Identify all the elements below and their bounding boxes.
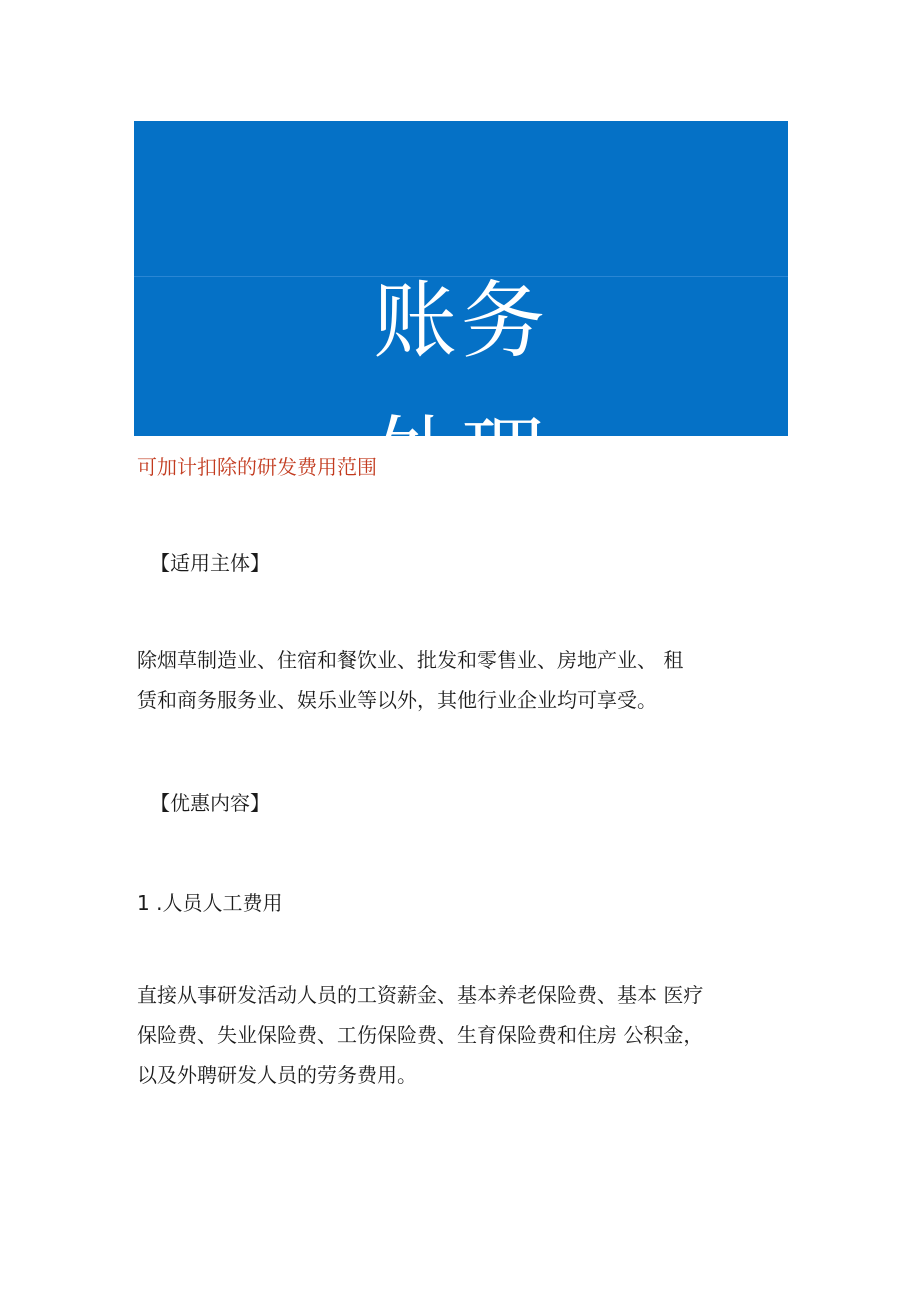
applicable-line-1: 除烟草制造业、住宿和餐饮业、批发和零售业、房地产业、 租 xyxy=(137,648,684,672)
banner-title-line-1: 账务 xyxy=(372,272,549,370)
applicable-line-2: 赁和商务服务业、娱乐业等以外，其他行业企业均可享受。 xyxy=(137,688,657,712)
item1-line-3: 以及外聘研发人员的劳务费用。 xyxy=(137,1063,417,1087)
item1-line-2: 保险费、失业保险费、工伤保险费、生育保险费和住房 公积金， xyxy=(137,1023,704,1047)
document-subtitle: 可加计扣除的研发费用范围 xyxy=(137,455,377,479)
benefit-heading: 【优惠内容】 xyxy=(150,791,270,815)
applicable-paragraph xyxy=(137,645,807,725)
banner-title-line-2: 处理 xyxy=(372,407,549,505)
item1-line-1: 直接从事研发活动人员的工资薪金、基本养老保险费、基本 医疗 xyxy=(137,983,704,1007)
item1-title: 1 .人员人工费用 xyxy=(137,891,283,915)
item1-paragraph xyxy=(137,980,807,1100)
applicable-heading: 【适用主体】 xyxy=(150,551,270,575)
